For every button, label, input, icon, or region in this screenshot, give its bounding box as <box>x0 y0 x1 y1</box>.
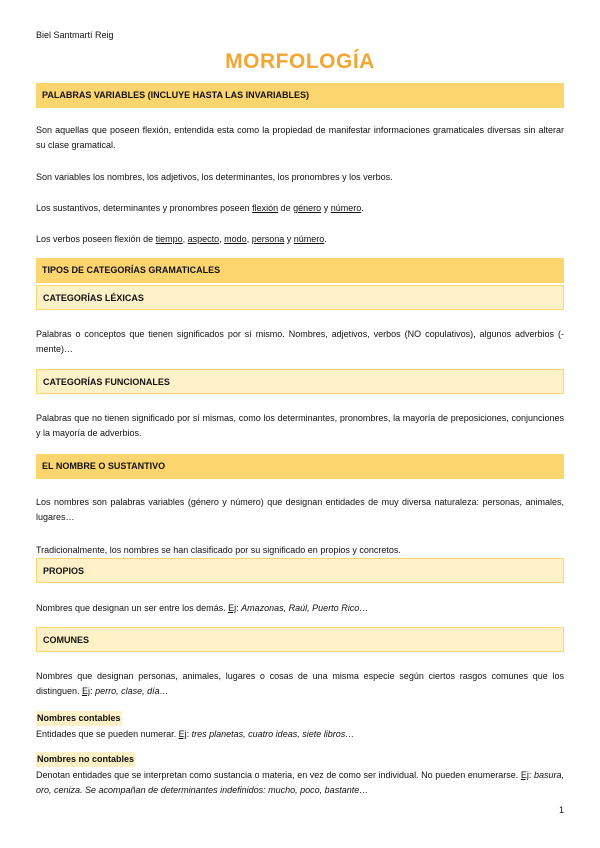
paragraph-variables-definition: Son aquellas que poseen flexión, entendida esta como la propiedad de manifestar informaciones gramaticales diversas sin alterar su clase gramatical. <box>36 125 564 150</box>
paragraph-nombre-clasificacion: Tradicionalmente, los nombres se han clasificado por su significado en propios y concretos. <box>36 545 401 555</box>
term-tiempo: tiempo <box>155 234 183 244</box>
section-header-tipos-categorias: TIPOS DE CATEGORÍAS GRAMATICALES <box>36 258 564 283</box>
text: Nombres que designan personas, animales, lugares o cosas de una misma especie según ciertos rasgos comunes que los distinguen. <box>36 671 564 696</box>
text: Nombres que designan un ser entre los demás. <box>36 603 229 613</box>
term-numero: número <box>330 203 362 213</box>
paragraph-variables-list: Son variables los nombres, los adjetivos, los determinantes, los pronombres y los verbos. <box>36 172 393 182</box>
text: . <box>324 234 327 244</box>
text: : <box>90 686 96 696</box>
page-number: 1 <box>558 805 564 815</box>
term-genero: género <box>293 203 322 213</box>
term-modo: modo <box>224 234 247 244</box>
section-header-categorias-lexicas: CATEGORÍAS LÉXICAS <box>36 285 564 310</box>
text: : <box>528 770 534 780</box>
section-header-palabras-variables: PALABRAS VARIABLES (INCLUYE HASTA LAS INVARIABLES) <box>36 83 564 108</box>
term-persona: persona <box>251 234 285 244</box>
text: Entidades que se pueden numerar. <box>36 729 179 739</box>
paragraph-sustantivos-flexion <box>36 201 564 216</box>
term-numero: número <box>293 234 325 244</box>
paragraph-categorias-funcionales: Palabras que no tienen significado por sí mismas, como los determinantes, pronombres, la mayoría de preposiciones, conjunciones y la mayoría de adverbios. <box>36 413 564 438</box>
text: , <box>219 234 225 244</box>
paragraph-propios <box>36 601 564 616</box>
paragraph-nombres-no-contables <box>36 768 564 798</box>
examples: basura, oro, ceniza. Se acompañan de determinantes indefinidos: mucho, poco, bastante… <box>36 770 564 795</box>
paragraph-categorias-lexicas: Palabras o conceptos que tienen significados por sí mismo. Nombres, adjetivos, verbos (NO copulativos), algunos adverbios (-mente)… <box>36 329 564 354</box>
text: Los sustantivos, determinantes y pronombres poseen <box>36 203 253 213</box>
text: , <box>182 234 188 244</box>
page-title: MORFOLOGÍA <box>225 50 375 73</box>
paragraph-nombre-definition: Los nombres son palabras variables (género y número) que designan entidades de muy diversa naturaleza: personas, animales, lugares… <box>36 497 564 522</box>
section-header-categorias-funcionales: CATEGORÍAS FUNCIONALES <box>36 369 564 394</box>
examples: perro, clase, día… <box>95 686 169 696</box>
term-flexion: flexión <box>252 203 279 213</box>
subheading-nombres-no-contables: Nombres no contables <box>36 752 135 767</box>
text: y <box>321 203 331 213</box>
ej-label: Ej <box>178 729 187 739</box>
ej-label: Ej <box>520 770 529 780</box>
ej-label: Ej <box>82 686 91 696</box>
text: : <box>236 603 242 613</box>
text: Los verbos poseen flexión de <box>36 234 156 244</box>
text: Denotan entidades que se interpretan como sustancia o materia, en vez de como ser individual. No pueden enumerarse. <box>36 770 521 780</box>
examples: tres planetas, cuatro ideas, siete libros… <box>191 729 355 739</box>
text: : <box>186 729 192 739</box>
subheading-nombres-contables: Nombres contables <box>36 711 122 726</box>
examples: Amazonas, Raúl, Puerto Rico… <box>241 603 369 613</box>
section-header-propios: PROPIOS <box>36 558 564 583</box>
author-name: Biel Santmartí Reig <box>36 30 114 40</box>
text: . <box>361 203 364 213</box>
section-header-el-nombre: EL NOMBRE O SUSTANTIVO <box>36 454 564 479</box>
text: y <box>284 234 294 244</box>
section-header-comunes: COMUNES <box>36 627 564 652</box>
term-aspecto: aspecto <box>187 234 220 244</box>
ej-label: Ej <box>228 603 237 613</box>
paragraph-verbos-flexion <box>36 232 564 247</box>
paragraph-nombres-contables <box>36 727 564 742</box>
text: , <box>246 234 252 244</box>
paragraph-comunes <box>36 669 564 699</box>
text: de <box>278 203 294 213</box>
